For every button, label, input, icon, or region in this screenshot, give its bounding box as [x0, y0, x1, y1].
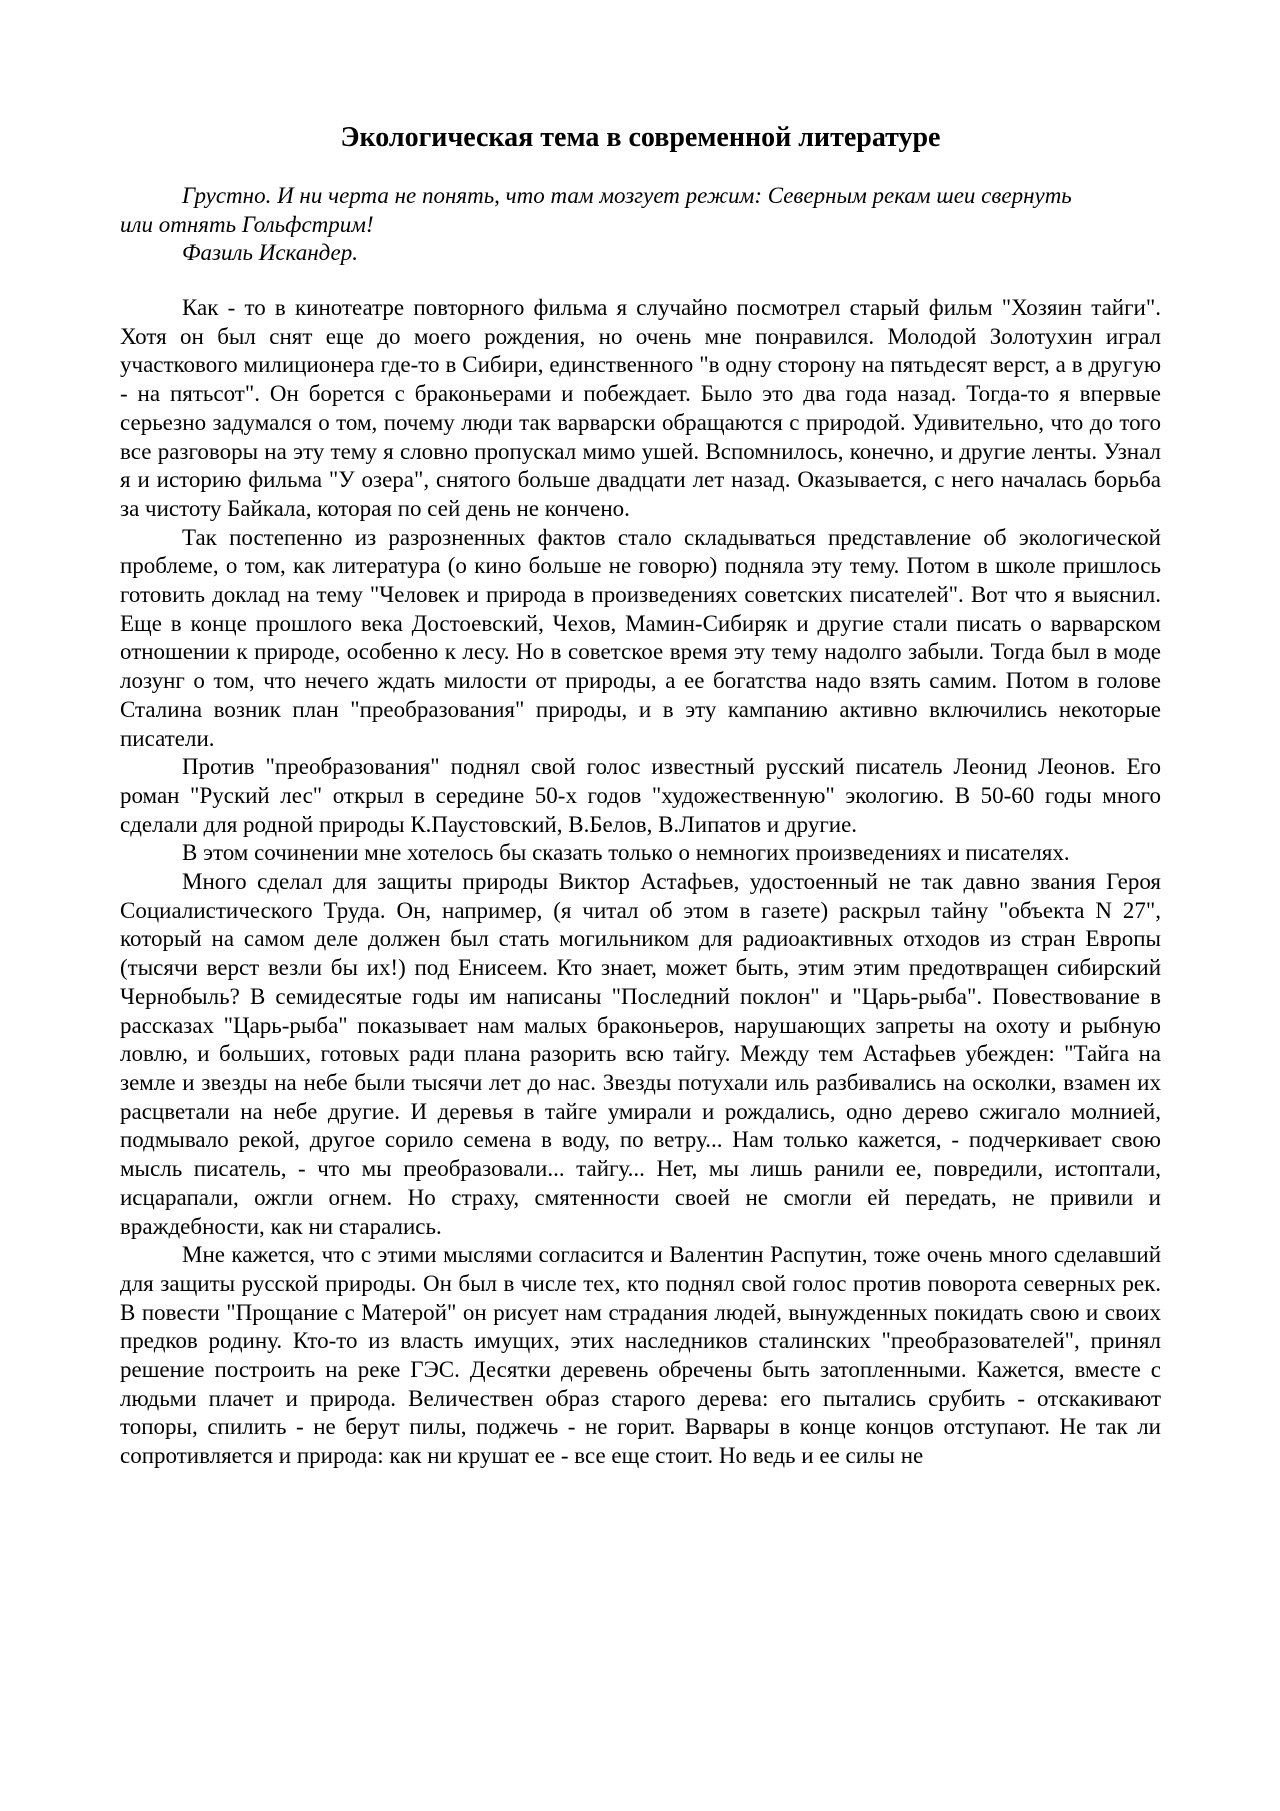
- paragraph: В этом сочинении мне хотелось бы сказать только о немногих произведениях и писателях.: [182, 840, 1070, 866]
- paragraph: Как - то в кинотеатре повторного фильма я случайно посмотрел старый фильм "Хозяин тайги". Хотя он был снят еще до моего рождения, но очень мне понравился. Молодой Золотухин играл участкового милиционера где-то в Сибири, единственного "в одну сторону на пятьдесят верст, а в другую - на пятьсот". Он борется с браконьерами и побеждает. Было это два года назад. Тогда-то я впервые серьезно задумался о том, почему люди так варварски обращаются с природой. Удивительно, что до того все разговоры на эту тему я словно пропускал мимо ушей. Вспомнилось, конечно, и другие ленты. Узнал я и историю фильма "У озера", снятого больше двадцати лет назад. Оказывается, с него началась борьба за чистоту Байкала, которая по сей день не кончено.: [120, 295, 1161, 521]
- paragraph: Так постепенно из разрозненных фактов стало складываться представление об экологической проблеме, о том, как литература (о кино больше не говорю) подняла эту тему. Потом в школе пришлось готовить доклад на тему "Человек и природа в произведениях советских писателей". Вот что я выяснил. Еще в конце прошлого века Достоевский, Чехов, Мамин-Сибиряк и другие стали писать о варварском отношении к природе, особенно к лесу. Но в советское время эту тему надолго забыли. Тогда был в моде лозунг о том, что нечего ждать милости от природы, а ее богатства надо взять самим. Потом в голове Сталина возник план "преобразования" природы, и в эту кампанию активно включились некоторые писатели.: [120, 524, 1161, 751]
- epigraph: [120, 182, 1084, 268]
- epigraph-quote: Грустно. И ни черта не понять, что там мозгует режим: Северным рекам шеи свернуть или отнять Гольфстрим!: [120, 183, 1072, 237]
- epigraph-author: Фазиль Искандер.: [182, 240, 359, 265]
- document-title: Экологическая тема в современной литературе: [340, 122, 941, 153]
- paragraph: Мне кажется, что с этими мыслями согласится и Валентин Распутин, тоже очень много сделавший для защиты русской природы. Он был в числе тех, кто поднял свой голос против поворота северных рек. В повести "Прощание с Матерой" он рисует нам страдания людей, вынужденных покидать свою и своих предков родину. Кто-то из власть имущих, этих наследников сталинских "преобразователей", принял решение построить на реке ГЭС. Десятки деревень обречены быть затопленными. Кажется, вместе с людьми плачет и природа. Величествен образ старого дерева: его пытались срубить - отскакивают топоры, спилить - не берут пилы, поджечь - не горит. Варвары в конце концов отступают. Не так ли сопротивляется и природа: как ни крушат ее - все еще стоит. Но ведь и ее силы не: [120, 1242, 1161, 1469]
- paragraph: Против "преобразования" поднял свой голос известный русский писатель Леонид Леонов. Его роман "Руский лес" открыл в середине 50-х годов "художественную" экологию. В 50-60 годы много сделали для родной природы К.Паустовский, В.Белов, В.Липатов и другие.: [120, 754, 1161, 837]
- essay-body: [120, 294, 1161, 1471]
- paragraph: Много сделал для защиты природы Виктор Астафьев, удостоенный не так давно звания Героя Социалистического Труда. Он, например, (я читал об этом в газете) раскрыл тайну "объекта N 27", который на самом деле должен был стать могильником для радиоактивных отходов из стран Европы (тысячи верст везли бы их!) под Енисеем. Кто знает, может быть, этим этим предотвращен сибирский Чернобыль? В семидесятые годы им написаны "Последний поклон" и "Царь-рыба". Повествование в рассказах "Царь-рыба" показывает нам малых браконьеров, нарушающих запреты на охоту и рыбную ловлю, и больших, готовых ради плана разорить всю тайгу. Между тем Астафьев убежден: "Тайга на земле и звезды на небе были тысячи лет до нас. Звезды потухали иль разбивались на осколки, взамен их расцветали на небе другие. И деревья в тайге умирали и рождались, одно дерево сжигало молнией, подмывало рекой, другое сорило семена в воду, по ветру... Нам только кажется, - подчеркивает свою мысль писатель, - что мы преобразовали... тайгу... Нет, мы лишь ранили ее, повредили, истоптали, исцарапали, ожгли огнем. Но страху, смятенности своей не смогли ей передать, не привили и враждебности, как ни старались.: [120, 869, 1161, 1239]
